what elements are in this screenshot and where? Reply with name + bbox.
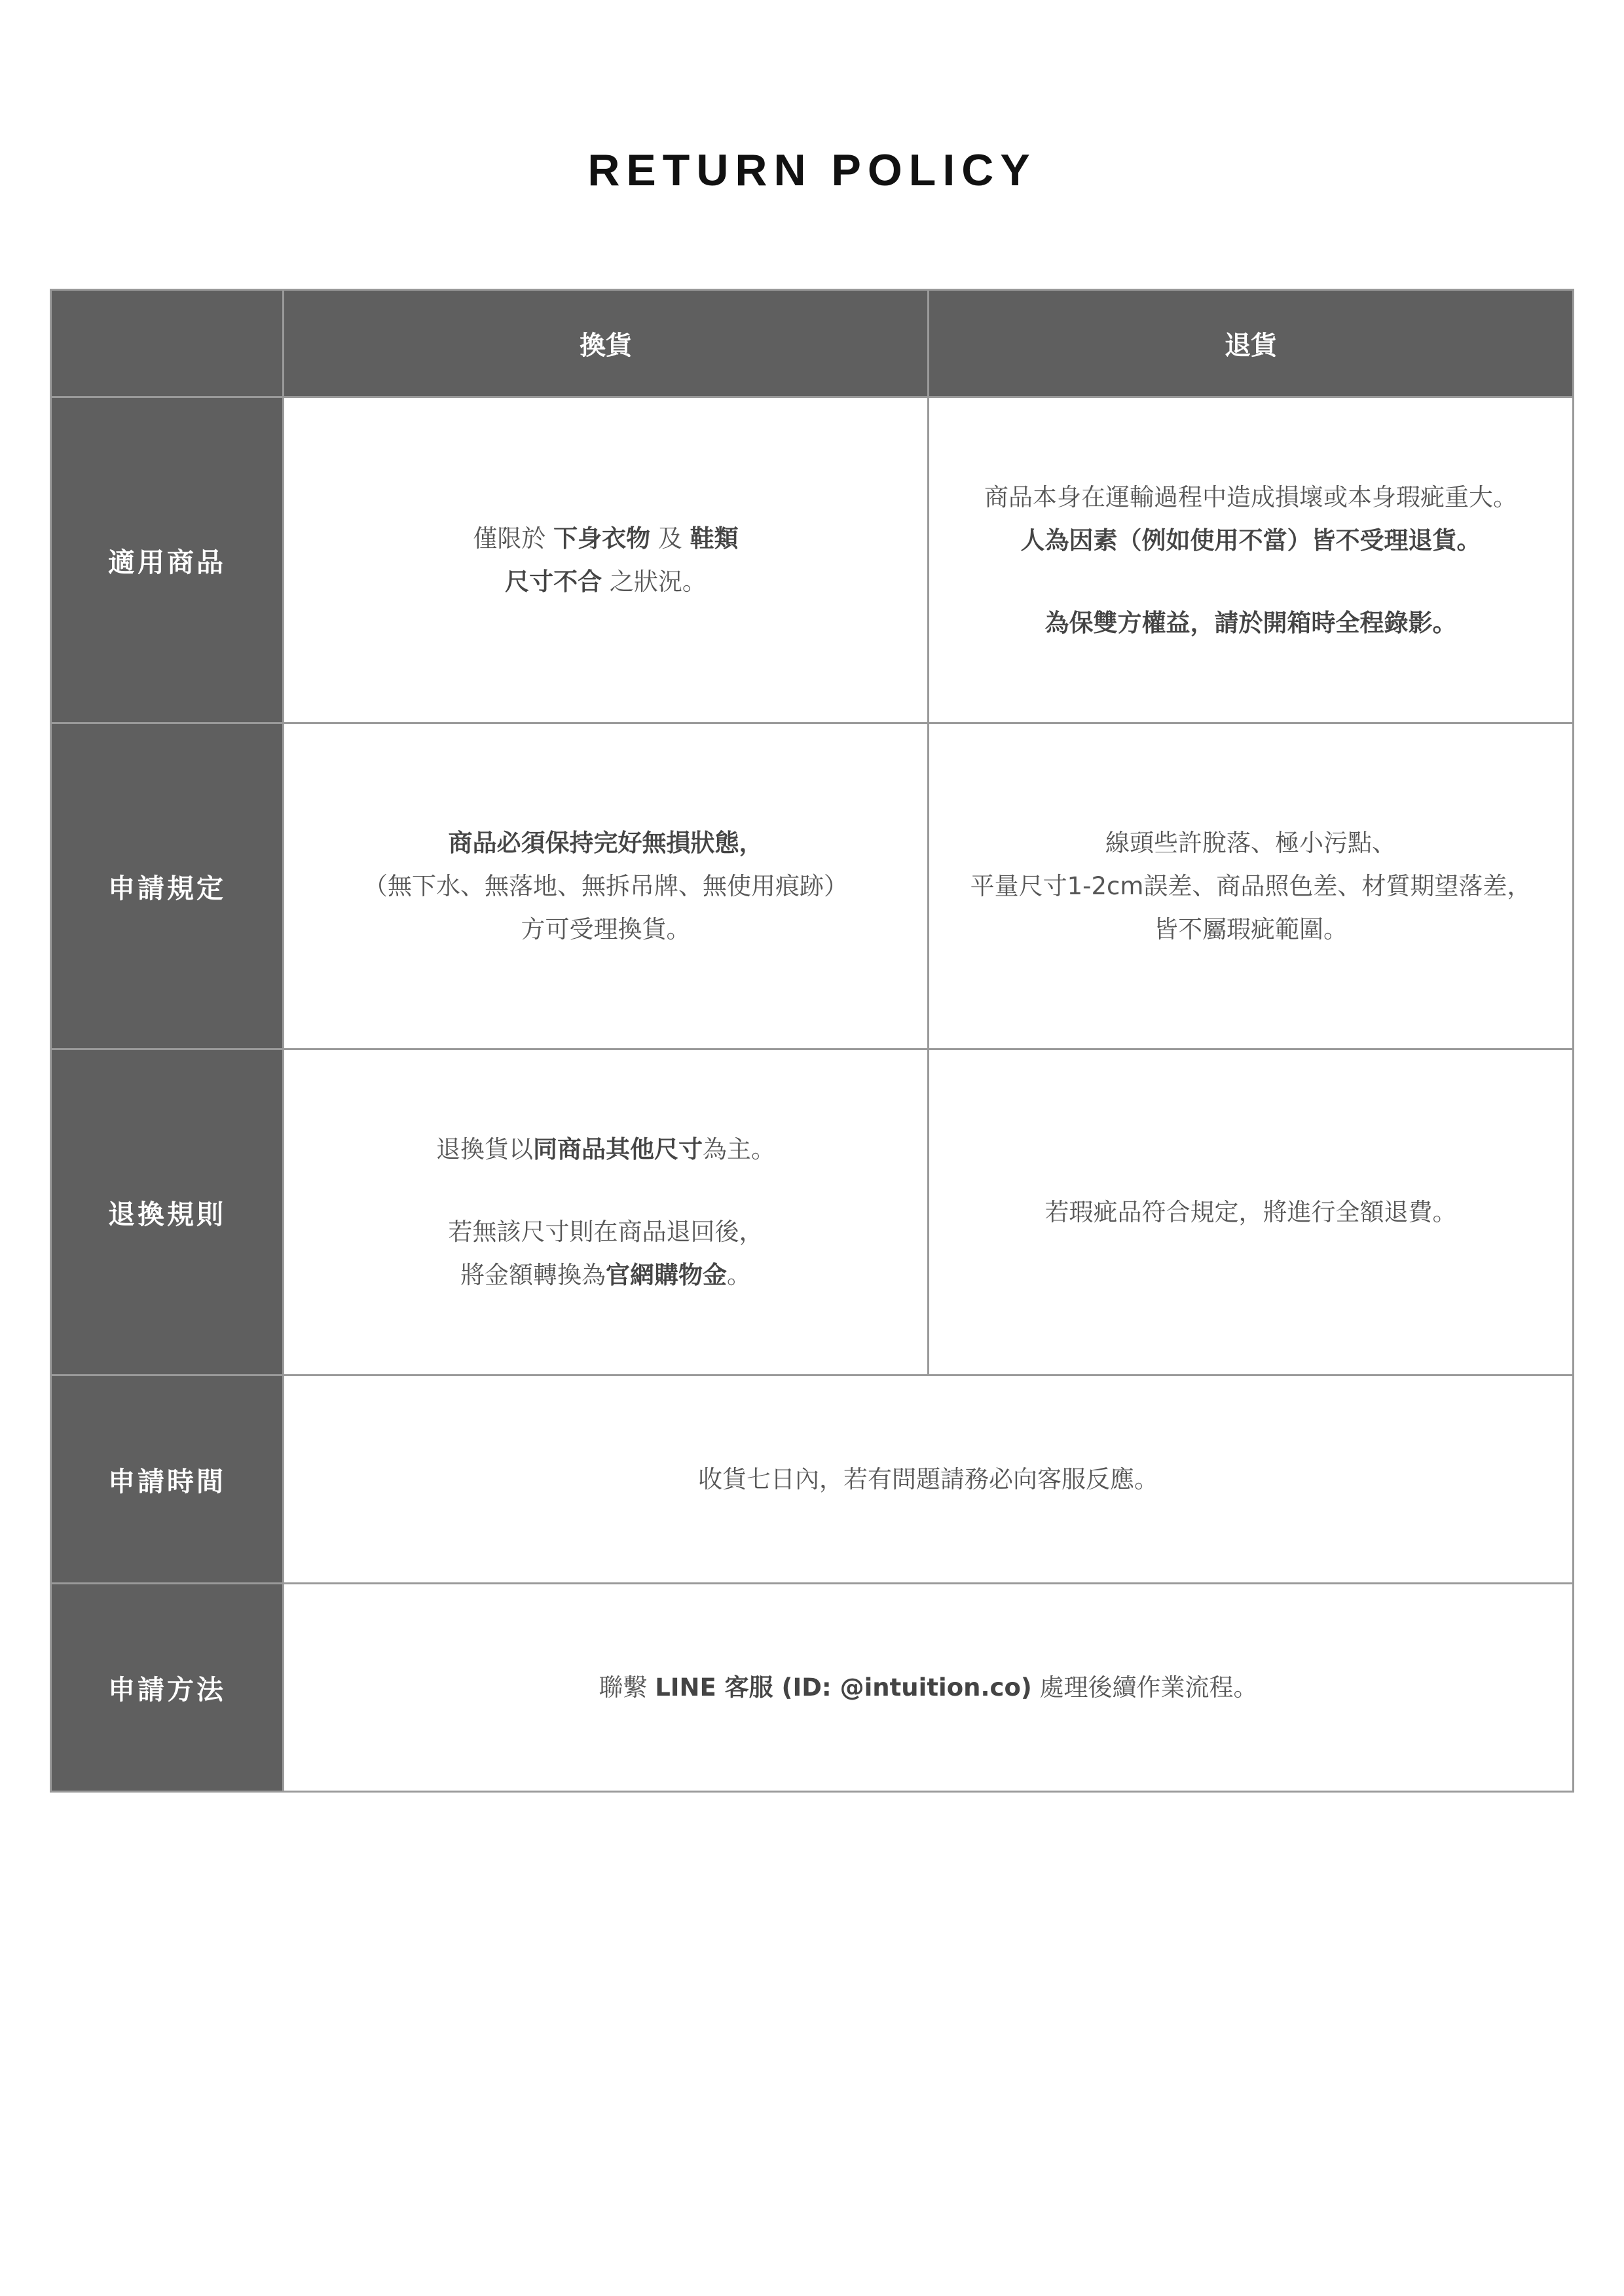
cell-applicable-exchange: 僅限於 下身衣物 及 鞋類 尺寸不合 之狀況。 bbox=[284, 397, 929, 723]
table-row-exchange-rules bbox=[51, 1049, 1574, 1376]
column-header-refund: 退貨 bbox=[929, 290, 1574, 397]
row-header-exchange-rules: 退換規則 bbox=[51, 1049, 284, 1376]
row-header-applicable: 適用商品 bbox=[51, 397, 284, 723]
cell-exchange-rules-refund: 若瑕疵品符合規定，將進行全額退費。 bbox=[929, 1049, 1574, 1376]
table-row-time bbox=[51, 1376, 1574, 1584]
row-header-rules: 申請規定 bbox=[51, 723, 284, 1049]
column-header-exchange: 換貨 bbox=[284, 290, 929, 397]
cell-time: 收貨七日內，若有問題請務必向客服反應。 bbox=[284, 1376, 1574, 1584]
page-title: RETURN POLICY bbox=[587, 145, 1037, 195]
cell-rules-refund: 線頭些許脫落、極小污點、 平量尺寸1-2cm誤差、商品照色差、材質期望落差， 皆不屬瑕疵範圍。 bbox=[929, 723, 1574, 1049]
return-policy-table bbox=[50, 289, 1574, 1793]
cell-method: 聯繫 LINE 客服 (ID: @intuition.co) 處理後續作業流程。 bbox=[284, 1584, 1574, 1792]
row-header-time: 申請時間 bbox=[51, 1376, 284, 1584]
row-header-method: 申請方法 bbox=[51, 1584, 284, 1792]
table-row-method bbox=[51, 1584, 1574, 1792]
table-header-row bbox=[51, 290, 1574, 397]
corner-cell bbox=[51, 290, 284, 397]
table-row-rules bbox=[51, 723, 1574, 1049]
table-row-applicable bbox=[51, 397, 1574, 723]
cell-rules-exchange: 商品必須保持完好無損狀態， （無下水、無落地、無拆吊牌、無使用痕跡） 方可受理換貨。 bbox=[284, 723, 929, 1049]
cell-applicable-refund: 商品本身在運輸過程中造成損壞或本身瑕疵重大。 人為因素（例如使用不當）皆不受理退貨。 為保雙方權益，請於開箱時全程錄影。 bbox=[929, 397, 1574, 723]
cell-exchange-rules-exchange: 退換貨以同商品其他尺寸為主。 若無該尺寸則在商品退回後， 將金額轉換為官網購物金。 bbox=[284, 1049, 929, 1376]
